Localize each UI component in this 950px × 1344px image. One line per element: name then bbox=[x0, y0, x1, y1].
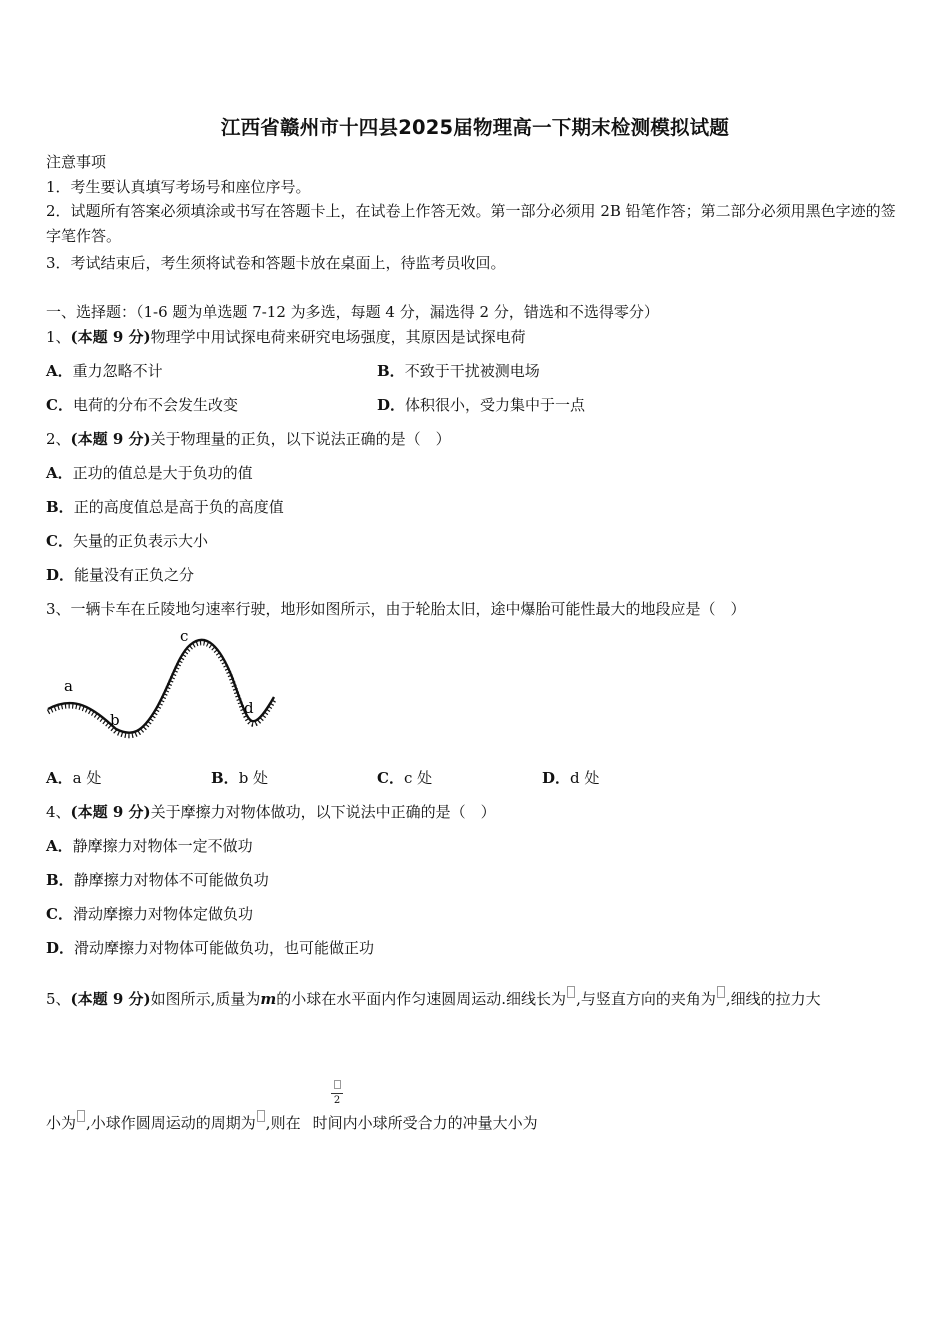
notice-heading: 注意事项 bbox=[46, 153, 107, 171]
formula-placeholder-icon bbox=[717, 986, 725, 998]
q5-text-1: 如图所示,质量为 bbox=[150, 990, 261, 1008]
fraction-denominator: 2 bbox=[333, 1095, 341, 1106]
terrain-curve bbox=[48, 640, 274, 733]
q2-stem: 关于物理量的正负，以下说法正确的是（ ） bbox=[150, 430, 451, 448]
q5-text-8: 时间内小球所受合力的冲量大小为 bbox=[312, 1114, 538, 1132]
formula-placeholder-icon bbox=[334, 1080, 341, 1089]
label-d: d bbox=[244, 699, 254, 717]
question-3-stem: 3、一辆卡车在丘陵地匀速率行驶，地形如图所示，由于轮胎太旧，途中爆胎可能性最大的地段应是（ ） bbox=[46, 600, 746, 618]
q5-text-3: ,与竖直方向的夹角为 bbox=[576, 990, 716, 1008]
q4-number: 4、 bbox=[46, 803, 71, 821]
q5-text-2: 的小球在水平面内作匀速圆周运动.细线长为 bbox=[276, 990, 567, 1008]
q4-tag: (本题 9 分) bbox=[70, 803, 151, 821]
q2-option-b: B．正的高度值总是高于负的高度值 bbox=[46, 498, 284, 516]
q4-option-b: B．静摩擦力对物体不可能做负功 bbox=[46, 871, 269, 889]
q1-option-a: A．重力忽略不计 bbox=[46, 362, 163, 380]
notice-item-2: 2．试题所有答案必须填涂或书写在答题卡上，在试卷上作答无效。第一部分必须用 2B 铅笔作答；第二部分必须用黑色字迹的签字笔作答。 bbox=[46, 202, 896, 245]
q4-option-a: A．静摩擦力对物体一定不做功 bbox=[46, 837, 253, 855]
terrain-figure bbox=[44, 625, 280, 743]
q4-option-d: D．滑动摩擦力对物体可能做负功，也可能做正功 bbox=[46, 939, 375, 957]
q5-text-5: 小为 bbox=[46, 1114, 77, 1132]
q3-option-d: D．d 处 bbox=[542, 769, 600, 787]
fraction-period-half bbox=[331, 1080, 343, 1106]
q1-number: 1、 bbox=[46, 328, 71, 346]
exam-title: 江西省赣州市十四县2025届物理高一下期末检测模拟试题 bbox=[220, 116, 730, 139]
q5-text-6: ,小球作圆周运动的周期为 bbox=[86, 1114, 256, 1132]
q2-option-c: C．矢量的正负表示大小 bbox=[46, 532, 208, 550]
q4-stem: 关于摩擦力对物体做功，以下说法中正确的是（ ） bbox=[150, 803, 496, 821]
q5-mass-symbol: m bbox=[260, 990, 277, 1008]
q2-number: 2、 bbox=[46, 430, 71, 448]
terrain-hatching bbox=[48, 643, 274, 736]
section-heading: 一、选择题：（1-6 题为单选题 7-12 为多选，每题 4 分，漏选得 2 分，错选和不选得零分） bbox=[46, 303, 659, 321]
question-5-line-1 bbox=[46, 986, 821, 1009]
q3-option-b: B．b 处 bbox=[211, 769, 269, 787]
q3-option-c: C．c 处 bbox=[377, 769, 433, 787]
q2-option-d: D．能量没有正负之分 bbox=[46, 566, 195, 584]
question-4 bbox=[46, 802, 496, 822]
q5-text-4: ,细线的拉力大 bbox=[725, 990, 821, 1008]
question-5-line-2 bbox=[46, 1110, 538, 1133]
q2-tag: (本题 9 分) bbox=[70, 430, 151, 448]
q1-tag: (本题 9 分) bbox=[70, 328, 151, 346]
q1-option-d: D．体积很小，受力集中于一点 bbox=[377, 396, 586, 414]
formula-placeholder-icon bbox=[257, 1110, 265, 1122]
q2-option-a: A．正功的值总是大于负功的值 bbox=[46, 464, 253, 482]
q5-number: 5、 bbox=[46, 990, 71, 1008]
q1-option-b: B．不致于干扰被测电场 bbox=[377, 362, 540, 380]
formula-placeholder-icon bbox=[77, 1110, 85, 1122]
q5-tag: (本题 9 分) bbox=[70, 990, 151, 1008]
q1-stem: 物理学中用试探电荷来研究电场强度，其原因是试探电荷 bbox=[150, 328, 526, 346]
notice-item-3: 3．考试结束后，考生须将试卷和答题卡放在桌面上，待监考员收回。 bbox=[46, 254, 506, 272]
q1-option-c: C．电荷的分布不会发生改变 bbox=[46, 396, 238, 414]
question-2 bbox=[46, 429, 451, 449]
q4-option-c: C．滑动摩擦力对物体定做负功 bbox=[46, 905, 253, 923]
label-c: c bbox=[180, 627, 189, 645]
q3-option-a: A．a 处 bbox=[46, 769, 102, 787]
label-a: a bbox=[64, 677, 73, 695]
label-b: b bbox=[110, 711, 120, 729]
q5-text-7: ,则在 bbox=[265, 1114, 301, 1132]
question-1 bbox=[46, 327, 526, 347]
formula-placeholder-icon bbox=[567, 986, 575, 998]
notice-item-1: 1．考生要认真填写考场号和座位序号。 bbox=[46, 178, 311, 196]
